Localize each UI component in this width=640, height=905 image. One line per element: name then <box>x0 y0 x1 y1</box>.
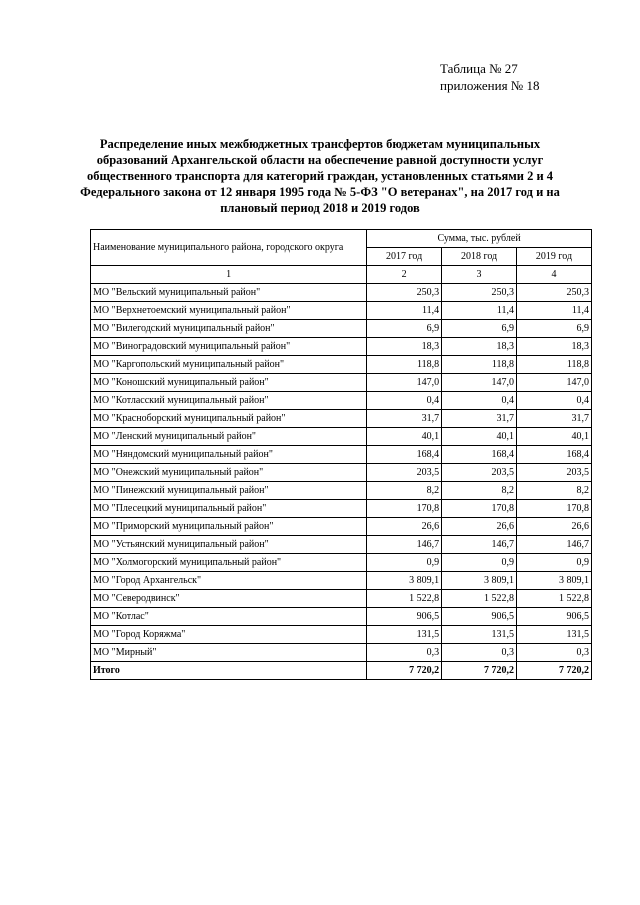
document-title <box>80 136 560 216</box>
amount-cell: 131,5 <box>517 626 592 644</box>
amount-cell: 203,5 <box>367 464 442 482</box>
municipality-name: МО "Пинежский муниципальный район" <box>91 482 367 500</box>
amount-cell: 3 809,1 <box>517 572 592 590</box>
amount-cell: 3 809,1 <box>367 572 442 590</box>
table-row <box>91 500 592 518</box>
amount-cell: 0,9 <box>517 554 592 572</box>
amount-cell: 906,5 <box>517 608 592 626</box>
header-name-col: Наименование муниципального района, городского округа <box>91 230 367 266</box>
municipality-name: МО "Холмогорский муниципальный район" <box>91 554 367 572</box>
amount-cell: 0,3 <box>367 644 442 662</box>
table-body <box>91 230 592 680</box>
amount-cell: 31,7 <box>442 410 517 428</box>
amount-cell: 0,3 <box>517 644 592 662</box>
amount-cell: 131,5 <box>442 626 517 644</box>
amount-cell: 0,4 <box>442 392 517 410</box>
amount-cell: 18,3 <box>367 338 442 356</box>
column-number: 4 <box>517 266 592 284</box>
amount-cell: 170,8 <box>442 500 517 518</box>
amount-cell: 26,6 <box>442 518 517 536</box>
title-line: образований Архангельской области на обеспечение равной доступности услуг <box>96 153 544 167</box>
table-reference <box>440 60 539 94</box>
municipality-name: МО "Плесецкий муниципальный район" <box>91 500 367 518</box>
amount-cell: 8,2 <box>517 482 592 500</box>
municipality-name: МО "Приморский муниципальный район" <box>91 518 367 536</box>
municipality-name: МО "Котлас" <box>91 608 367 626</box>
table-row <box>91 644 592 662</box>
table-row <box>91 464 592 482</box>
amount-cell: 1 522,8 <box>367 590 442 608</box>
municipality-name: МО "Виноградовский муниципальный район" <box>91 338 367 356</box>
amount-cell: 203,5 <box>442 464 517 482</box>
amount-cell: 0,4 <box>517 392 592 410</box>
table-row <box>91 302 592 320</box>
total-row <box>91 662 592 680</box>
municipality-name: МО "Верхнетоемский муниципальный район" <box>91 302 367 320</box>
amount-cell: 40,1 <box>517 428 592 446</box>
table-row <box>91 554 592 572</box>
column-number: 1 <box>91 266 367 284</box>
column-number: 3 <box>442 266 517 284</box>
municipality-name: МО "Город Архангельск" <box>91 572 367 590</box>
table-row <box>91 608 592 626</box>
amount-cell: 18,3 <box>442 338 517 356</box>
amount-cell: 168,4 <box>442 446 517 464</box>
amount-cell: 250,3 <box>442 284 517 302</box>
amount-cell: 6,9 <box>367 320 442 338</box>
amount-cell: 40,1 <box>442 428 517 446</box>
municipality-name: МО "Котласский муниципальный район" <box>91 392 367 410</box>
table-row <box>91 536 592 554</box>
title-line: Федерального закона от 12 января 1995 года № 5-ФЗ "О ветеранах", на 2017 год и на <box>80 185 560 199</box>
amount-cell: 1 522,8 <box>517 590 592 608</box>
municipality-name: МО "Ленский муниципальный район" <box>91 428 367 446</box>
amount-cell: 8,2 <box>442 482 517 500</box>
header-sum-col: Сумма, тыс. рублей <box>367 230 592 248</box>
amount-cell: 0,3 <box>442 644 517 662</box>
table-row <box>91 356 592 374</box>
amount-cell: 0,4 <box>367 392 442 410</box>
amount-cell: 147,0 <box>442 374 517 392</box>
amount-cell: 118,8 <box>442 356 517 374</box>
header-row <box>91 230 592 248</box>
title-line: общественного транспорта для категорий граждан, установленных статьями 2 и 4 <box>86 169 554 183</box>
amount-cell: 6,9 <box>517 320 592 338</box>
table-row <box>91 626 592 644</box>
table-row <box>91 482 592 500</box>
amount-cell: 146,7 <box>517 536 592 554</box>
municipality-name: МО "Няндомский муниципальный район" <box>91 446 367 464</box>
amount-cell: 170,8 <box>367 500 442 518</box>
amount-cell: 0,9 <box>367 554 442 572</box>
amount-cell: 6,9 <box>442 320 517 338</box>
header-year: 2019 год <box>517 248 592 266</box>
amount-cell: 11,4 <box>517 302 592 320</box>
amount-cell: 147,0 <box>517 374 592 392</box>
amount-cell: 906,5 <box>442 608 517 626</box>
amount-cell: 168,4 <box>517 446 592 464</box>
amount-cell: 7 720,2 <box>517 662 592 680</box>
table-row <box>91 320 592 338</box>
amount-cell: 118,8 <box>517 356 592 374</box>
amount-cell: 146,7 <box>367 536 442 554</box>
amount-cell: 7 720,2 <box>367 662 442 680</box>
table-row <box>91 374 592 392</box>
column-numbers-row <box>91 266 592 284</box>
table-row <box>91 284 592 302</box>
column-number: 2 <box>367 266 442 284</box>
amount-cell: 8,2 <box>367 482 442 500</box>
amount-cell: 1 522,8 <box>442 590 517 608</box>
municipality-name: МО "Вельский муниципальный район" <box>91 284 367 302</box>
table-row <box>91 338 592 356</box>
table-row <box>91 446 592 464</box>
amount-cell: 118,8 <box>367 356 442 374</box>
table-row <box>91 410 592 428</box>
amount-cell: 0,9 <box>442 554 517 572</box>
amount-cell: 147,0 <box>367 374 442 392</box>
distribution-table <box>90 229 592 680</box>
amount-cell: 146,7 <box>442 536 517 554</box>
municipality-name: Итого <box>91 662 367 680</box>
amount-cell: 170,8 <box>517 500 592 518</box>
amount-cell: 26,6 <box>367 518 442 536</box>
header-year: 2017 год <box>367 248 442 266</box>
amount-cell: 40,1 <box>367 428 442 446</box>
amount-cell: 168,4 <box>367 446 442 464</box>
amount-cell: 131,5 <box>367 626 442 644</box>
municipality-name: МО "Мирный" <box>91 644 367 662</box>
table-row <box>91 392 592 410</box>
table-row <box>91 572 592 590</box>
table-row <box>91 590 592 608</box>
amount-cell: 3 809,1 <box>442 572 517 590</box>
municipality-name: МО "Каргопольский муниципальный район" <box>91 356 367 374</box>
amount-cell: 250,3 <box>367 284 442 302</box>
table-row <box>91 428 592 446</box>
municipality-name: МО "Северодвинск" <box>91 590 367 608</box>
municipality-name: МО "Красноборский муниципальный район" <box>91 410 367 428</box>
municipality-name: МО "Онежский муниципальный район" <box>91 464 367 482</box>
amount-cell: 31,7 <box>367 410 442 428</box>
amount-cell: 18,3 <box>517 338 592 356</box>
municipality-name: МО "Устьянский муниципальный район" <box>91 536 367 554</box>
amount-cell: 26,6 <box>517 518 592 536</box>
municipality-name: МО "Вилегодский муниципальный район" <box>91 320 367 338</box>
amount-cell: 203,5 <box>517 464 592 482</box>
municipality-name: МО "Коношский муниципальный район" <box>91 374 367 392</box>
municipality-name: МО "Город Коряжма" <box>91 626 367 644</box>
amount-cell: 11,4 <box>367 302 442 320</box>
amount-cell: 31,7 <box>517 410 592 428</box>
table-row <box>91 518 592 536</box>
amount-cell: 906,5 <box>367 608 442 626</box>
header-year: 2018 год <box>442 248 517 266</box>
title-line: плановый период 2018 и 2019 годов <box>220 201 420 215</box>
amount-cell: 7 720,2 <box>442 662 517 680</box>
amount-cell: 250,3 <box>517 284 592 302</box>
title-line: Распределение иных межбюджетных трансфертов бюджетам муниципальных <box>99 137 541 151</box>
appendix-number: приложения № 18 <box>440 78 540 93</box>
table-number: Таблица № 27 <box>440 61 518 76</box>
amount-cell: 11,4 <box>442 302 517 320</box>
